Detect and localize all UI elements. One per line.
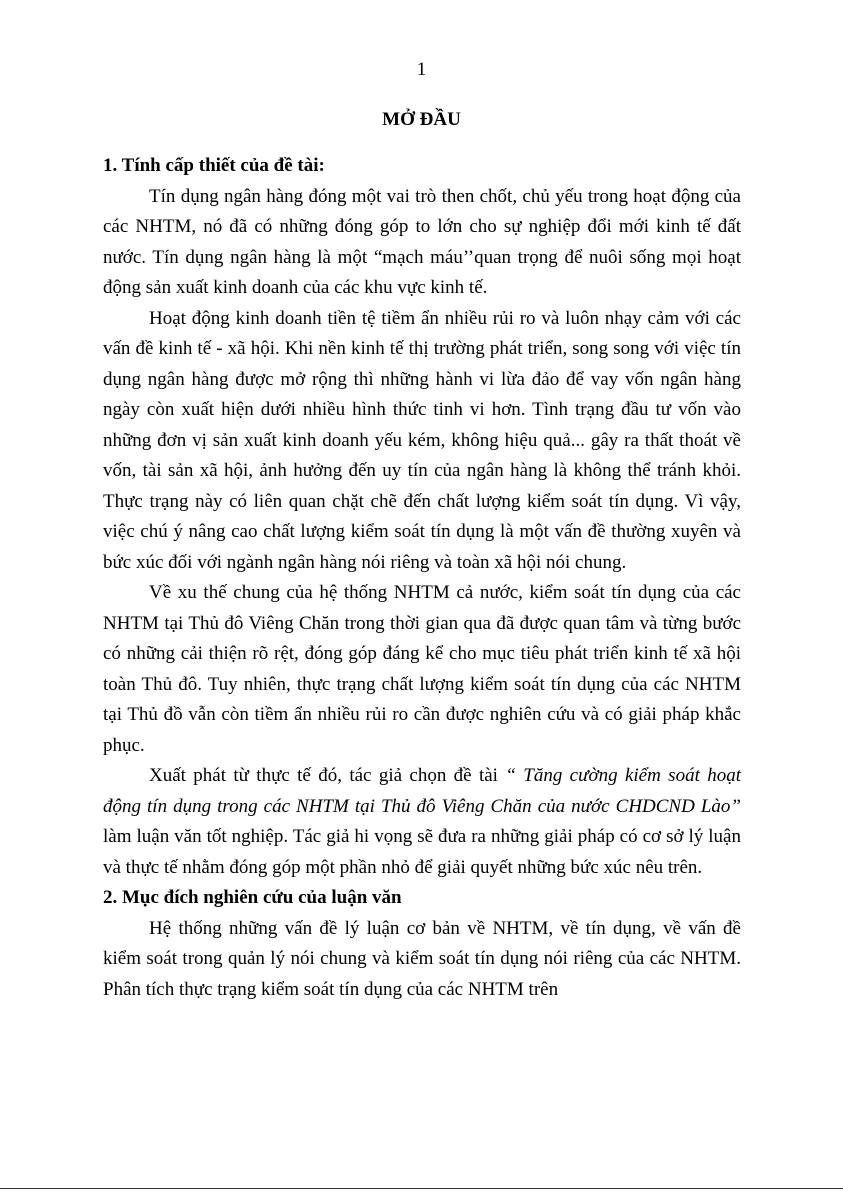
paragraph-4-rest: làm luận văn tốt nghiệp. Tác giả hi vọng sẽ đưa ra những giải pháp có cơ sở lý luận và thực tế nhằm đóng góp một phần nhỏ để giải quyết những bức xúc nêu trên.: [103, 826, 741, 878]
section-1-heading: 1. Tính cấp thiết của đề tài:: [103, 155, 325, 176]
section-1-paragraph-2: Hoạt động kinh doanh tiền tệ tiềm ẩn nhiều rủi ro và luôn nhạy cảm với các vấn đề kinh tế - xã hội. Khi nền kinh tế thị trường phát triển, song song với việc tín dụng ngân hàng được mở rộng thì những hành vi lừa đảo để vay vốn ngân hàng ngày còn xuất hiện dưới nhiều hình thức tinh vi hơn. Tình trạng đầu tư vốn vào những đơn vị sản xuất kinh doanh yếu kém, không hiệu quả... gây ra thất thoát về vốn, tài sản xã hội, ảnh hưởng đến uy tín của ngân hàng là không thể tránh khỏi. Thực trạng này có liên quan chặt chẽ đến chất lượng kiểm soát tín dụng. Vì vậy, việc chú ý nâng cao chất lượng kiểm soát tín dụng là một vấn đề thường xuyên và bức xúc đối với ngành ngân hàng nói riêng và toàn xã hội nói chung.: [103, 307, 741, 573]
paragraph-4-lead: Xuất phát từ thực tế đó, tác giả chọn đề tài: [149, 765, 506, 786]
page-title: MỞ ĐẦU: [382, 109, 461, 130]
thesis-topic: “ Tăng cường kiểm soát hoạt động tín dụng trong các NHTM tại Thủ đô Viêng Chăn của nước CHDCND Lào”: [103, 765, 741, 817]
section-2-heading: 2. Mục đích nghiên cứu của luận văn: [103, 887, 402, 908]
section-1-paragraph-4: [103, 761, 741, 883]
page-bottom-border: [0, 1188, 843, 1189]
section-1-paragraph-3: Về xu thế chung của hệ thống NHTM cả nước, kiểm soát tín dụng của các NHTM tại Thủ đô Viêng Chăn trong thời gian qua đã được quan tâm và từng bước có những cải thiện rõ rệt, đóng góp đáng kể cho mục tiêu phát triển kinh tế xã hội toàn Thủ đô. Tuy nhiên, thực trạng chất lượng kiểm soát tín dụng của các NHTM tại Thủ đồ vẫn còn tiềm ẩn nhiều rủi ro cần được nghiên cứu và có giải pháp khắc phục.: [103, 582, 741, 756]
page-number: 1: [416, 59, 427, 80]
section-2-paragraph-1: Hệ thống những vấn đề lý luận cơ bản về NHTM, về tín dụng, về vấn đề kiểm soát trong quản lý nói chung và kiểm soát tín dụng nói riêng của các NHTM. Phân tích thực trạng kiểm soát tín dụng của các NHTM trên: [103, 917, 741, 1000]
section-1-paragraph-1: Tín dụng ngân hàng đóng một vai trò then chốt, chủ yếu trong hoạt động của các NHTM, nó đã có những đóng góp to lớn cho sự nghiệp đổi mới kinh tế đất nước. Tín dụng ngân hàng là một “mạch máu’’quan trọng để nuôi sống mọi hoạt động sản xuất kinh doanh của các khu vực kinh tế.: [103, 185, 741, 298]
document-body: [103, 151, 741, 1005]
